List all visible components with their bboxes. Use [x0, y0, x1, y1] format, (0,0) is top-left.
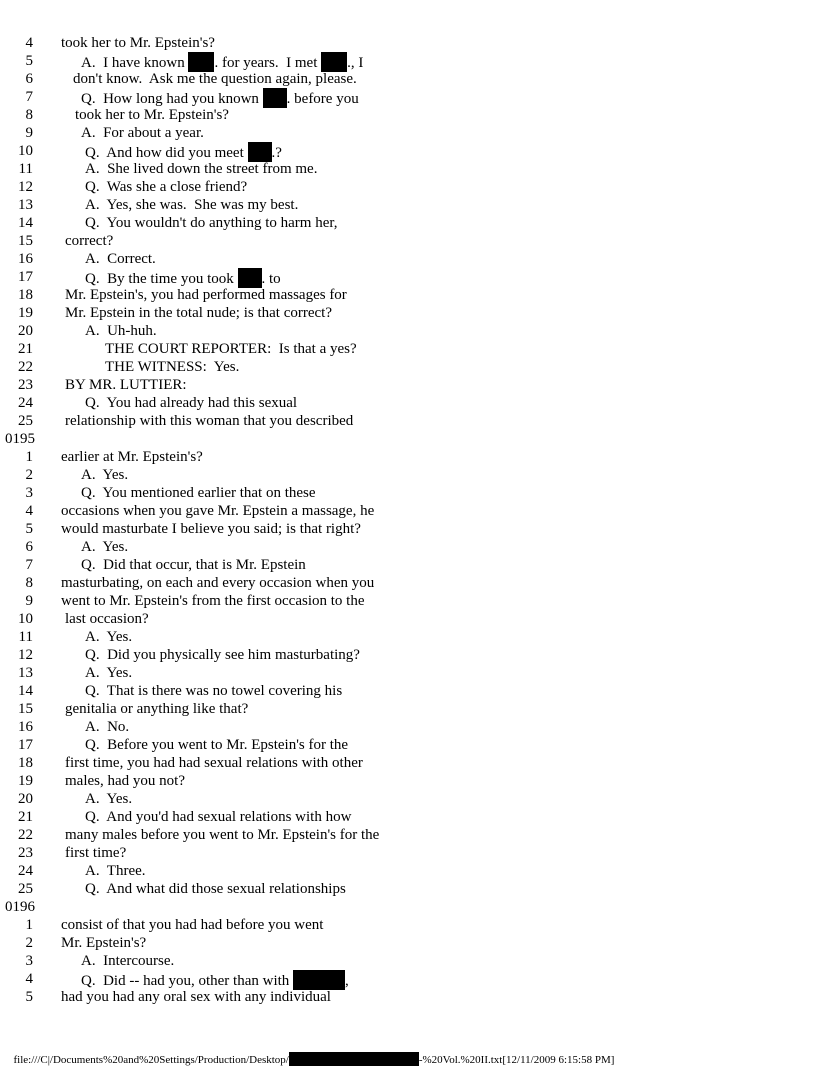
- text-segment: went to Mr. Epstein's from the first occasion to the: [61, 593, 365, 609]
- text-segment: Q. And how did you meet: [85, 145, 248, 161]
- text-segment: A. Three.: [85, 863, 146, 879]
- text-segment: would masturbate I believe you said; is that right?: [61, 521, 361, 537]
- line-text: [85, 736, 348, 754]
- line-text: [81, 52, 363, 72]
- redaction-bar: [263, 88, 287, 108]
- text-segment: first time, you had had sexual relations with other: [65, 755, 363, 771]
- text-segment: Mr. Epstein's?: [61, 935, 147, 951]
- line-text: [65, 700, 248, 718]
- line-text: [65, 286, 347, 304]
- line-number: 25: [18, 881, 33, 897]
- line-number: 18: [18, 755, 33, 771]
- line-text: [65, 412, 353, 430]
- line-number: 5: [25, 521, 33, 537]
- line-number: 17: [18, 737, 33, 753]
- line-text: [65, 376, 187, 394]
- line-text: [81, 88, 359, 108]
- text-segment: relationship with this woman that you described: [65, 413, 354, 429]
- line-text: [61, 934, 146, 952]
- line-number: 23: [18, 845, 33, 861]
- text-segment: THE WITNESS: Yes.: [105, 359, 240, 375]
- text-segment: . before you: [286, 91, 359, 107]
- line-number: 25: [18, 413, 33, 429]
- text-segment: last occasion?: [65, 611, 149, 627]
- line-number: 5: [25, 989, 33, 1005]
- line-number: 1: [25, 917, 33, 933]
- text-segment: THE COURT REPORTER: Is that a yes?: [105, 341, 357, 357]
- line-number: 12: [18, 647, 33, 663]
- line-number: 14: [18, 215, 33, 231]
- line-text: [73, 70, 357, 88]
- text-segment: occasions when you gave Mr. Epstein a massage, he: [61, 503, 375, 519]
- line-text: [85, 196, 298, 214]
- text-segment: Q. And what did those sexual relationships: [85, 881, 346, 897]
- line-number: 4: [25, 971, 33, 987]
- line-number: 8: [25, 107, 33, 123]
- text-segment: A. Intercourse.: [81, 953, 175, 969]
- text-segment: A. Yes.: [81, 467, 129, 483]
- line-number: 16: [18, 251, 33, 267]
- line-number: 9: [25, 593, 33, 609]
- text-segment: Q. Before you went to Mr. Epstein's for the: [85, 737, 349, 753]
- line-number: 13: [18, 197, 33, 213]
- footer-path-prefix: file:///C|/Documents%20and%20Settings/Production/Desktop/: [13, 1054, 289, 1066]
- text-segment: ., I: [347, 55, 364, 71]
- line-number: 23: [18, 377, 33, 393]
- line-text: [65, 754, 363, 772]
- page-number-label: 0195: [5, 431, 35, 447]
- line-text: [85, 682, 342, 700]
- line-number: 4: [25, 503, 33, 519]
- line-text: [85, 808, 351, 826]
- line-number: 5: [25, 53, 33, 69]
- footer-path-suffix: -%20Vol.%20II.txt[12/11/2009 6:15:58 PM]: [418, 1054, 615, 1066]
- text-segment: took her to Mr. Epstein's?: [75, 107, 229, 123]
- text-segment: Q. You mentioned earlier that on these: [81, 485, 316, 501]
- text-segment: A. She lived down the street from me.: [85, 161, 318, 177]
- line-number: 20: [18, 323, 33, 339]
- text-segment: Q. You wouldn't do anything to harm her,: [85, 215, 338, 231]
- line-text: [81, 970, 349, 990]
- text-segment: males, had you not?: [65, 773, 185, 789]
- line-number: 7: [25, 557, 33, 573]
- text-segment: masturbating, on each and every occasion when you: [61, 575, 375, 591]
- text-segment: Q. That is there was no towel covering his: [85, 683, 343, 699]
- line-number: 2: [25, 467, 33, 483]
- text-segment: ,: [345, 973, 349, 989]
- line-number: 22: [18, 359, 33, 375]
- line-number: 8: [25, 575, 33, 591]
- text-segment: . to: [261, 271, 281, 287]
- line-number: 16: [18, 719, 33, 735]
- line-text: [61, 988, 331, 1006]
- line-number: 22: [18, 827, 33, 843]
- line-text: [85, 646, 360, 664]
- line-text: [85, 250, 156, 268]
- text-segment: Q. Was she a close friend?: [85, 179, 248, 195]
- line-text: [85, 160, 317, 178]
- line-text: [65, 826, 379, 844]
- line-text: [85, 628, 132, 646]
- text-segment: Q. You had already had this sexual: [85, 395, 298, 411]
- line-text: [65, 304, 332, 322]
- line-number: 24: [18, 395, 33, 411]
- line-number: 11: [18, 161, 33, 177]
- text-segment: correct?: [65, 233, 114, 249]
- line-number: 18: [18, 287, 33, 303]
- text-segment: .?: [271, 145, 282, 161]
- text-segment: took her to Mr. Epstein's?: [61, 35, 215, 51]
- line-text: [85, 178, 247, 196]
- redaction-bar: [293, 970, 345, 990]
- redaction-bar: [321, 52, 347, 72]
- text-segment: A. Yes.: [85, 665, 133, 681]
- line-number: 11: [18, 629, 33, 645]
- text-segment: A. I have known: [81, 55, 189, 71]
- text-segment: don't know. Ask me the question again, please.: [73, 71, 357, 87]
- text-segment: A. Yes.: [85, 629, 133, 645]
- line-number: 15: [18, 701, 33, 717]
- line-text: [85, 214, 338, 232]
- line-text: [85, 394, 297, 412]
- line-number: 4: [25, 35, 33, 51]
- line-text: [105, 358, 239, 376]
- line-text: [85, 718, 129, 736]
- text-segment: Q. Did -- had you, other than with: [81, 973, 294, 989]
- line-text: [85, 790, 132, 808]
- text-segment: Mr. Epstein in the total nude; is that correct?: [65, 305, 333, 321]
- text-segment: A. Uh-huh.: [85, 323, 157, 339]
- text-segment: A. Correct.: [85, 251, 156, 267]
- text-segment: Q. Did that occur, that is Mr. Epstein: [81, 557, 306, 573]
- redaction-bar: [289, 1052, 419, 1066]
- line-number: 17: [18, 269, 33, 285]
- text-segment: A. Yes, she was. She was my best.: [85, 197, 299, 213]
- line-text: [85, 664, 132, 682]
- text-segment: consist of that you had had before you went: [61, 917, 324, 933]
- text-segment: Q. Did you physically see him masturbating?: [85, 647, 360, 663]
- line-text: [65, 772, 185, 790]
- text-segment: A. Yes.: [85, 791, 133, 807]
- line-text: [81, 124, 204, 142]
- text-segment: Mr. Epstein's, you had performed massages for: [65, 287, 347, 303]
- text-segment: Q. How long had you known: [81, 91, 263, 107]
- text-segment: many males before you went to Mr. Epstein's for the: [65, 827, 380, 843]
- line-number: 6: [25, 539, 33, 555]
- line-text: [61, 520, 361, 538]
- line-text: [81, 466, 128, 484]
- line-number: 2: [25, 935, 33, 951]
- text-segment: A. Yes.: [81, 539, 129, 555]
- text-segment: Q. By the time you took: [85, 271, 238, 287]
- redaction-bar: [238, 268, 262, 288]
- text-segment: BY MR. LUTTIER:: [65, 377, 187, 393]
- line-number: 20: [18, 791, 33, 807]
- text-segment: earlier at Mr. Epstein's?: [61, 449, 203, 465]
- line-text: [81, 556, 306, 574]
- line-number: 9: [25, 125, 33, 141]
- redaction-bar: [248, 142, 272, 162]
- text-segment: . for years. I met: [214, 55, 322, 71]
- line-text: [61, 34, 215, 52]
- line-text: [61, 916, 323, 934]
- line-text: [85, 322, 157, 340]
- line-number: 13: [18, 665, 33, 681]
- line-text: [81, 952, 174, 970]
- line-number: 24: [18, 863, 33, 879]
- line-number: 10: [18, 611, 33, 627]
- line-number: 3: [25, 485, 33, 501]
- line-text: [81, 538, 128, 556]
- redaction-bar: [188, 52, 214, 72]
- line-text: [61, 502, 374, 520]
- line-text: [105, 340, 357, 358]
- line-text: [65, 610, 149, 628]
- line-text: [85, 268, 281, 288]
- line-number: 3: [25, 953, 33, 969]
- text-segment: first time?: [65, 845, 127, 861]
- line-number: 7: [25, 89, 33, 105]
- text-segment: A. No.: [85, 719, 130, 735]
- line-number: 14: [18, 683, 33, 699]
- line-text: [61, 574, 374, 592]
- line-number: 12: [18, 179, 33, 195]
- line-text: [65, 232, 113, 250]
- text-segment: A. For about a year.: [81, 125, 204, 141]
- line-number: 15: [18, 233, 33, 249]
- line-text: [85, 880, 346, 898]
- line-number: 6: [25, 71, 33, 87]
- line-text: [61, 592, 364, 610]
- line-number: 21: [18, 341, 33, 357]
- line-number: 19: [18, 773, 33, 789]
- line-text: [75, 106, 229, 124]
- line-text: [65, 844, 126, 862]
- line-text: [85, 142, 282, 162]
- line-text: [81, 484, 316, 502]
- line-number: 19: [18, 305, 33, 321]
- page-number-label: 0196: [5, 899, 35, 915]
- line-text: [85, 862, 146, 880]
- text-segment: Q. And you'd had sexual relations with how: [85, 809, 352, 825]
- line-number: 21: [18, 809, 33, 825]
- text-segment: had you had any oral sex with any individual: [61, 989, 331, 1005]
- line-number: 1: [25, 449, 33, 465]
- line-text: [61, 448, 203, 466]
- text-segment: genitalia or anything like that?: [65, 701, 249, 717]
- line-number: 10: [18, 143, 33, 159]
- file-path-footer: [8, 1038, 614, 1067]
